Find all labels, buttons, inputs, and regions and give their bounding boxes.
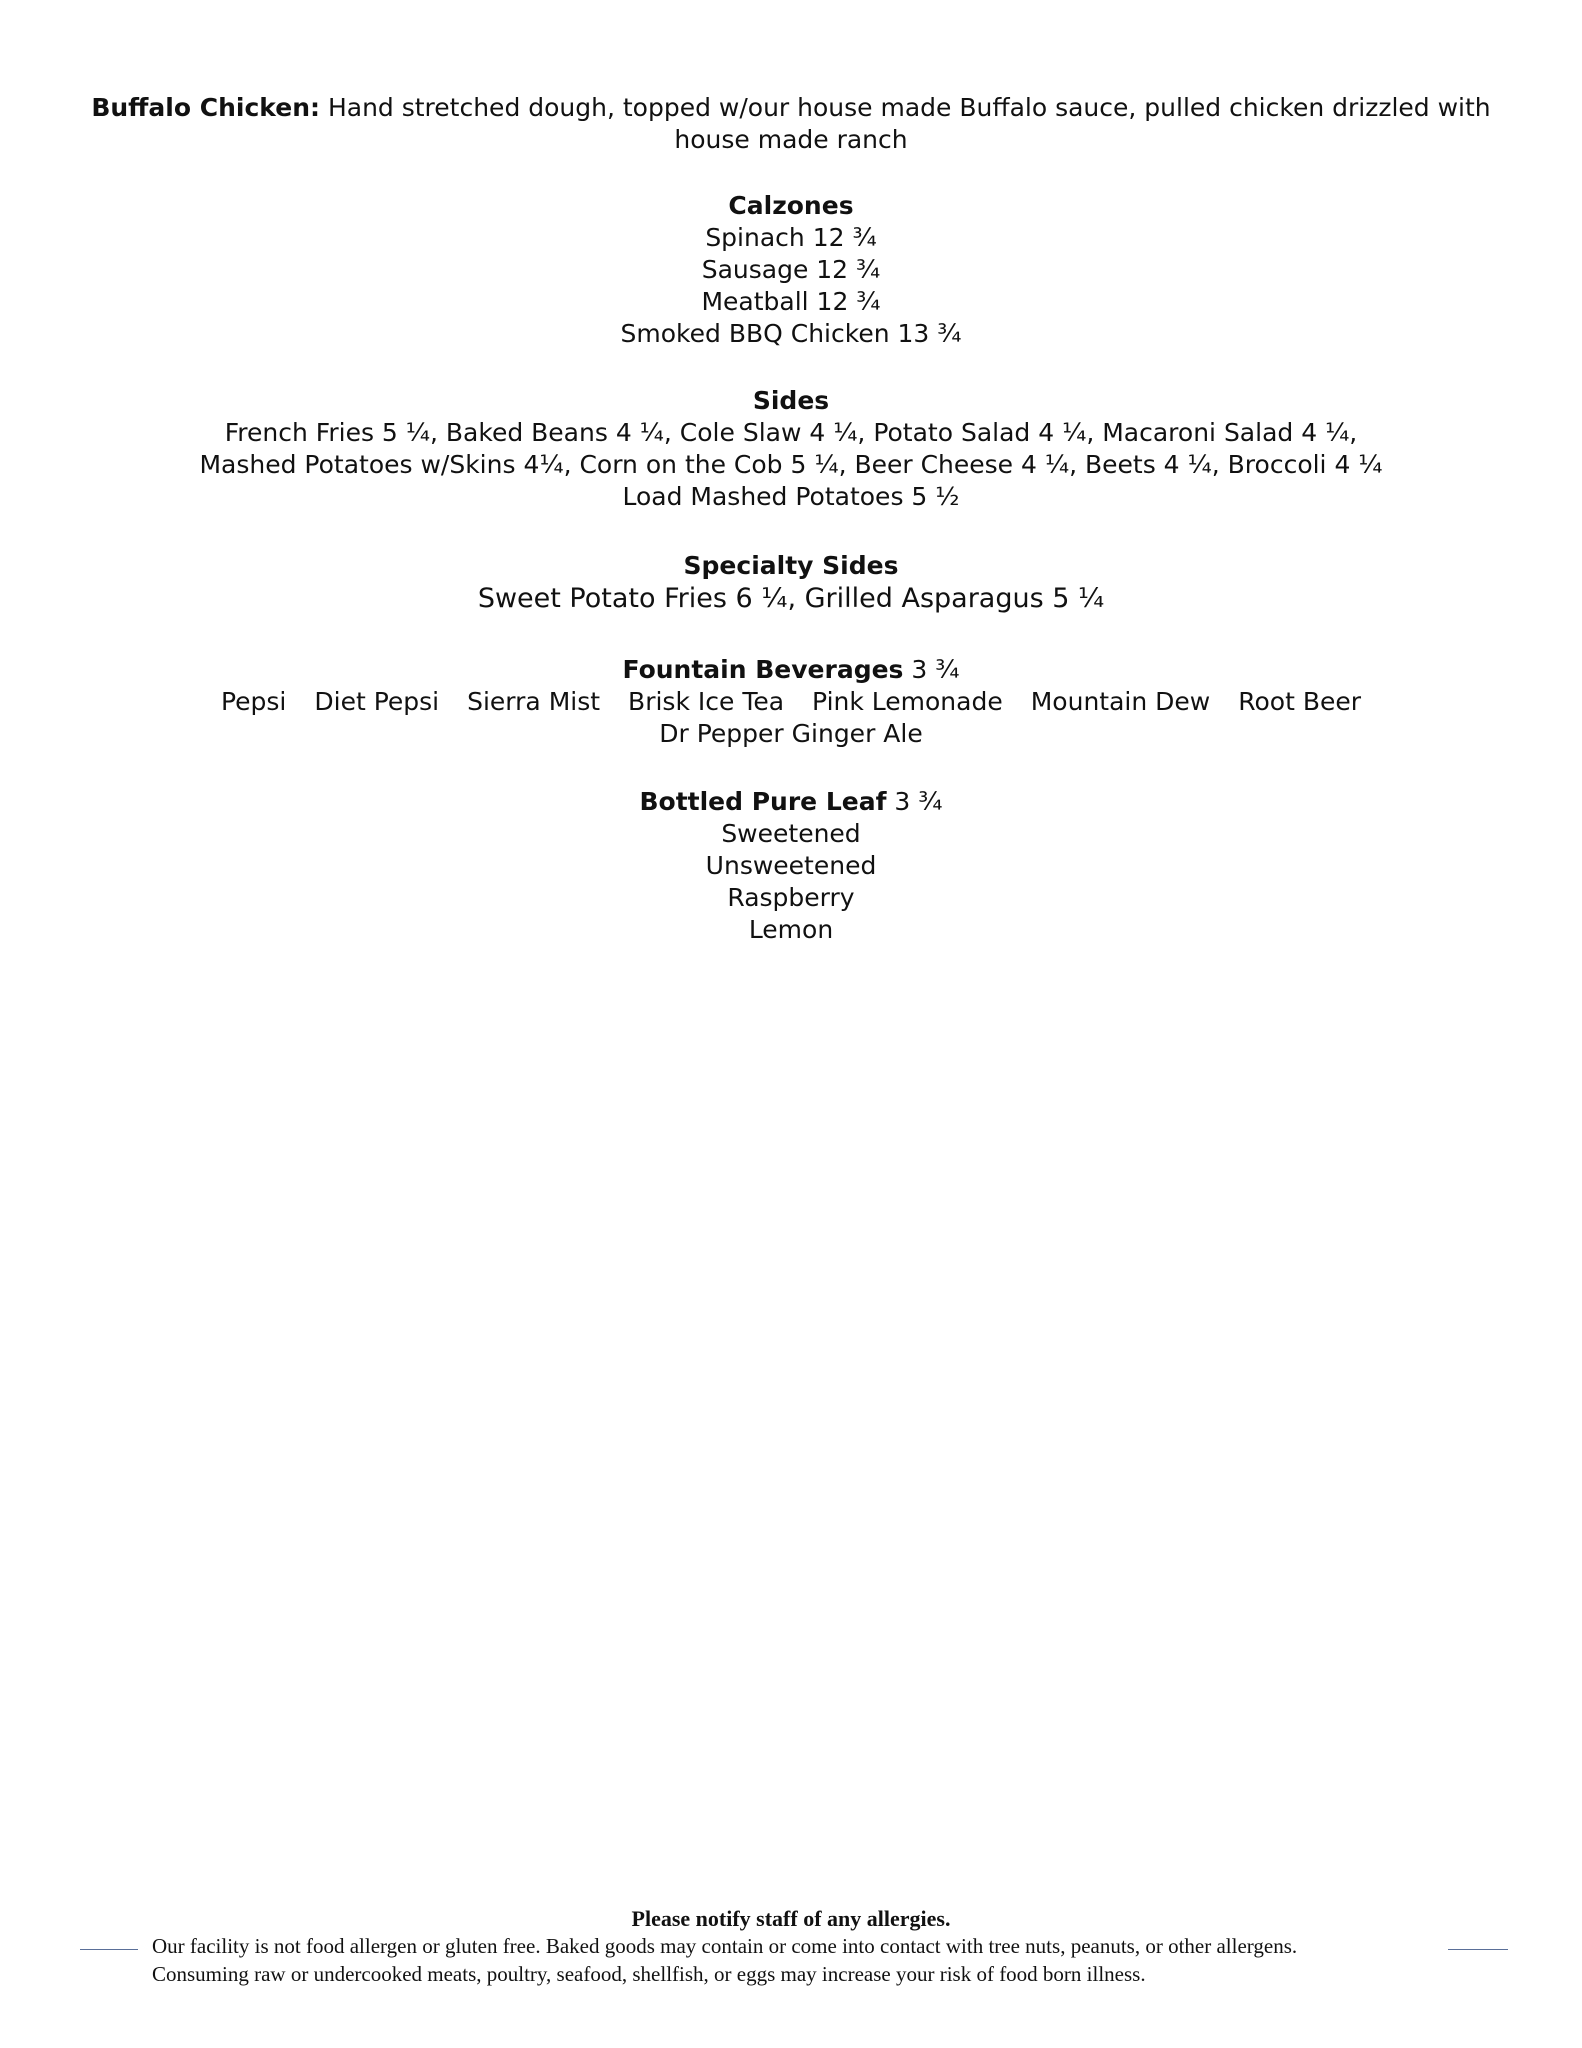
allergy-notice-line2: Consuming raw or undercooked meats, poultry, seafood, shellfish, or eggs may increase your risk of food born illness. — [152, 1962, 1146, 1986]
calzones-section — [0, 190, 1582, 350]
sides-line: French Fries 5 ¼, Baked Beans 4 ¼, Cole Slaw 4 ¼, Potato Salad 4 ¼, Macaroni Salad 4 ¼, — [224, 418, 1358, 447]
allergy-notice-text — [152, 1932, 1297, 1988]
buffalo-chicken-description — [80, 92, 1502, 156]
fountain-heading: Fountain Beverages — [622, 655, 904, 684]
calzones-heading: Calzones — [728, 191, 854, 220]
fountain-price: 3 ¾ — [911, 655, 960, 684]
pure-leaf-item: Lemon — [748, 915, 834, 944]
buffalo-chicken-name: Buffalo Chicken: — [91, 93, 320, 122]
pure-leaf-heading: Bottled Pure Leaf — [639, 787, 887, 816]
fountain-drink: Sierra Mist — [467, 687, 601, 716]
specialty-sides-section — [0, 550, 1582, 616]
calzone-item: Sausage 12 ¾ — [701, 255, 881, 284]
pure-leaf-item: Raspberry — [727, 883, 855, 912]
fountain-drink: Mountain Dew — [1030, 687, 1211, 716]
sides-line: Mashed Potatoes w/Skins 4¼, Corn on the Cob 5 ¼, Beer Cheese 4 ¼, Beets 4 ¼, Broccoli 4 ¼ — [199, 450, 1383, 479]
pure-leaf-price: 3 ¾ — [894, 787, 943, 816]
sides-heading: Sides — [752, 386, 830, 415]
calzone-item: Meatball 12 ¾ — [701, 287, 881, 316]
pure-leaf-section — [0, 786, 1582, 946]
fountain-drink: Pink Lemonade — [812, 687, 1003, 716]
fountain-drink: Brisk Ice Tea — [628, 687, 785, 716]
specialty-sides-line: Sweet Potato Fries 6 ¼, Grilled Asparagus 5 ¼ — [477, 583, 1105, 614]
fountain-drink: Diet Pepsi — [314, 687, 440, 716]
sides-line: Load Mashed Potatoes 5 ½ — [622, 482, 960, 511]
footer-rule-left — [80, 1949, 138, 1950]
pure-leaf-item: Unsweetened — [705, 851, 877, 880]
buffalo-chicken-desc-line1: Hand stretched dough, topped w/our house made Buffalo sauce, pulled chicken drizzled with — [327, 93, 1491, 122]
specialty-sides-heading: Specialty Sides — [683, 551, 899, 580]
fountain-drink: Root Beer — [1238, 687, 1362, 716]
sides-section — [0, 385, 1582, 513]
calzone-item: Spinach 12 ¾ — [705, 223, 877, 252]
buffalo-chicken-desc-line2: house made ranch — [674, 125, 908, 154]
allergy-notice-line1: Our facility is not food allergen or gluten free. Baked goods may contain or come into contact with tree nuts, peanuts, or other allergens. — [152, 1934, 1298, 1958]
fountain-beverages-section — [0, 654, 1582, 750]
pure-leaf-item: Sweetened — [721, 819, 861, 848]
fountain-drinks-row2: Dr Pepper Ginger Ale — [659, 719, 923, 748]
fountain-drinks-row — [0, 686, 1582, 718]
footer-rule-right — [1448, 1949, 1508, 1950]
fountain-drink: Pepsi — [220, 687, 287, 716]
allergy-notice-title: Please notify staff of any allergies. — [631, 1906, 951, 1931]
calzone-item: Smoked BBQ Chicken 13 ¾ — [620, 319, 962, 348]
